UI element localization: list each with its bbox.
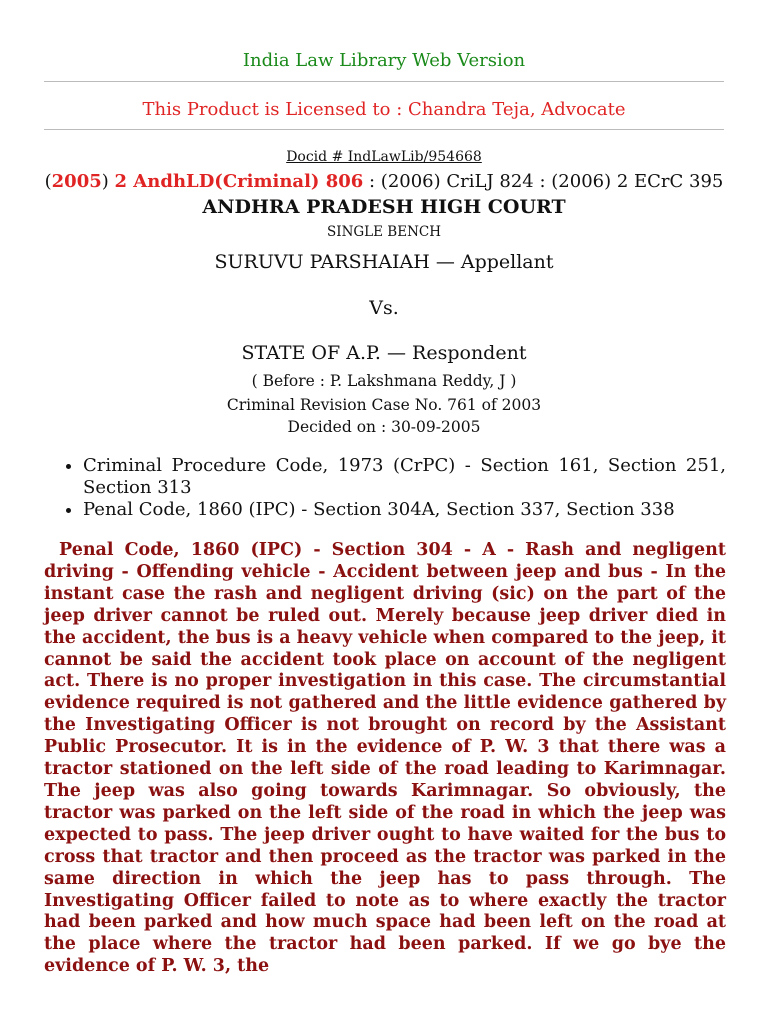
act-item: • Criminal Procedure Code, 1973 (CrPC) - Section 161, Section 251, Section 313	[83, 455, 726, 499]
citation-close-paren: )	[101, 171, 109, 192]
citation-others: : (2006) CriLJ 824 : (2006) 2 ECrC 395	[363, 171, 724, 192]
versus: Vs.	[369, 297, 399, 319]
site-title: India Law Library Web Version	[242, 50, 526, 71]
acts-list	[44, 455, 726, 521]
citation-primary: 2 AndhLD(Criminal) 806	[114, 171, 364, 192]
decided-date: Decided on : 30-09-2005	[287, 418, 481, 436]
headnote: Penal Code, 1860 (IPC) - Section 304 - A - Rash and negligent driving - Offending vehicle - Accident between jeep and bus - In the instant case the rash and negligent driving (sic) on the part of the jeep driver cannot be ruled out. Merely because jeep driver died in the accident, the bus is a heavy vehicle when compared to the jeep, it cannot be said the accident took place on account of the negligent act. There is no proper investigation in this case. The circumstantial evidence required is not gathered and the little evidence gathered by the Investigating Officer is not brought on record by the Assistant Public Prosecutor. It is in the evidence of P. W. 3 that there was a tractor stationed on the left side of the road leading to Karimnagar. The jeep was also going towards Karimnagar. So obviously, the tractor was parked on the left side of the road in which the jeep was expected to pass. The jeep driver ought to have waited for the bus to cross that tractor and then proceed as the tractor was parked in the same direction in which the jeep has to pass through. The Investigating Officer failed to note as to where exactly the tractor had been parked and how much space had been left on the road at the place where the tractor had been parked. If we go bye the evidence of P. W. 3, the	[44, 540, 726, 977]
coram: ( Before : P. Lakshmana Reddy, J )	[251, 372, 517, 390]
act-item: • Penal Code, 1860 (IPC) - Section 304A, Section 337, Section 338	[83, 499, 726, 521]
doc-id: Docid # IndLawLib/954668	[286, 149, 482, 165]
citation-line	[0, 171, 768, 192]
citation-year: 2005	[51, 171, 102, 192]
case-number: Criminal Revision Case No. 761 of 2003	[226, 396, 542, 414]
header-divider	[44, 81, 724, 82]
respondent: STATE OF A.P. — Respondent	[241, 342, 527, 364]
court-name: ANDHRA PRADESH HIGH COURT	[202, 196, 566, 218]
appellant: SURUVU PARSHAIAH — Appellant	[214, 251, 554, 273]
citation-open-paren: (	[44, 171, 52, 192]
bench-type: SINGLE BENCH	[327, 224, 441, 240]
license-notice: This Product is Licensed to : Chandra Teja, Advocate	[142, 99, 626, 120]
license-divider	[44, 129, 724, 130]
